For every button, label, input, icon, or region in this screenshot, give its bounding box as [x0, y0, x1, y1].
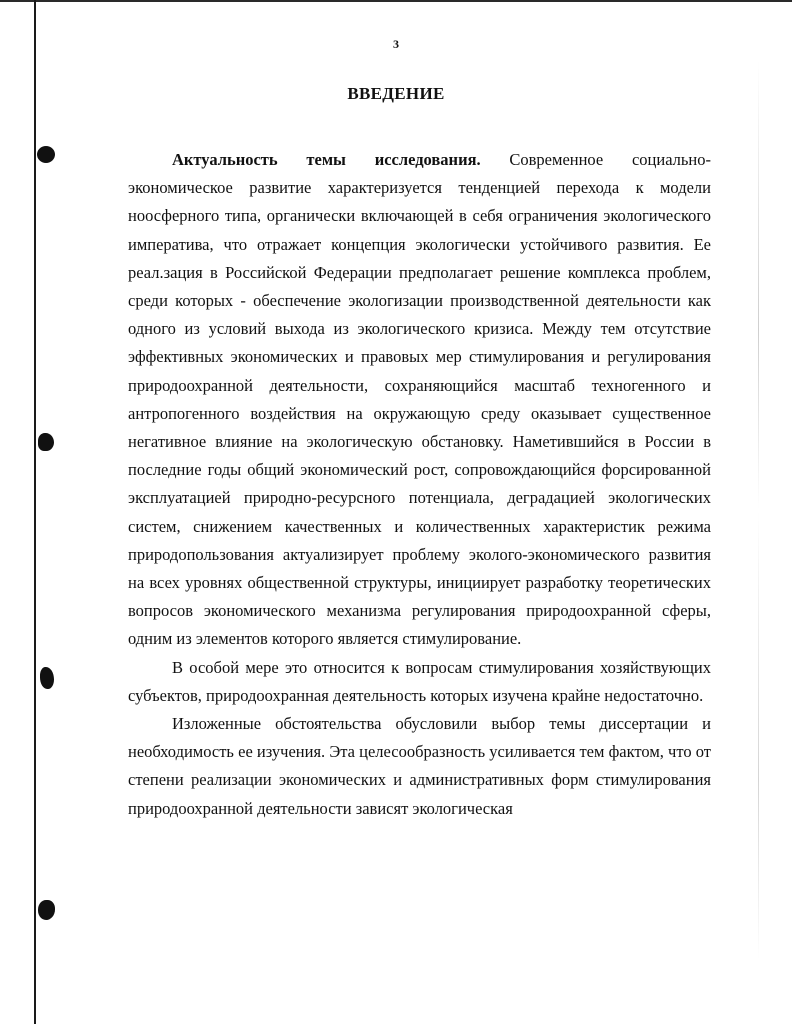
punch-hole-mark: [38, 433, 54, 451]
paragraph-3: Изложенные обстоятельства обусловили выбор темы диссертации и необходимость ее изучения. Эта целесообразность усиливается тем фактом, что от степени реализации экономических и административных форм стимулирования природоохранной деятельности зависят экологическая: [128, 714, 711, 818]
paragraph-text: Современное социально-экономическое развитие характеризуется тенденцией перехода к модели ноосферного типа, органически включающей в себя ограничения экологического императива, что отражает концепция экологически устойчивого развития. Ее реал.зация в Российской Федерации предполагает решение комплекса проблем, среди которых - обеспечение экологизации производственной деятельности как одного из условий выхода из экологического кризиса. Между тем отсутствие эффективных экономических и правовых мер стимулирования и регулирования природоохранной деятельности, сохраняющийся масштаб техногенного и антропогенного воздействия на окружающую среду оказывает существенное негативное влияние на экологическую обстановку. Наметившийся в России в последние годы общий экономический рост, сопровождающийся форсированной эксплуатацией природно-ресурсного потенциала, деградацией экологических систем, снижением качественных и количественных характеристик режима природопользования актуализирует проблему эколого-экономического развития на всех уровнях общественной структуры, инициирует разработку теоретических вопросов экономического механизма регулирования природоохранной сферы, одним из элементов которого является стимулирование.: [128, 150, 711, 649]
paragraph-lead: Актуальность темы исследования.: [172, 150, 481, 169]
paragraph-1: [128, 146, 711, 654]
document-body: [128, 146, 711, 823]
page-number: 3: [393, 37, 399, 51]
punch-hole-mark: [40, 667, 54, 689]
scan-edge-right: [758, 60, 759, 960]
punch-hole-mark: [37, 146, 55, 163]
page-title: ВВЕДЕНИЕ: [347, 84, 445, 103]
scan-border-left: [34, 0, 36, 1024]
paragraph-2: В особой мере это относится к вопросам стимулирования хозяйствующих субъектов, природоохранная деятельность которых изучена крайне недостаточно.: [128, 657, 711, 705]
scan-border-top: [0, 0, 792, 2]
punch-hole-mark: [38, 900, 55, 920]
